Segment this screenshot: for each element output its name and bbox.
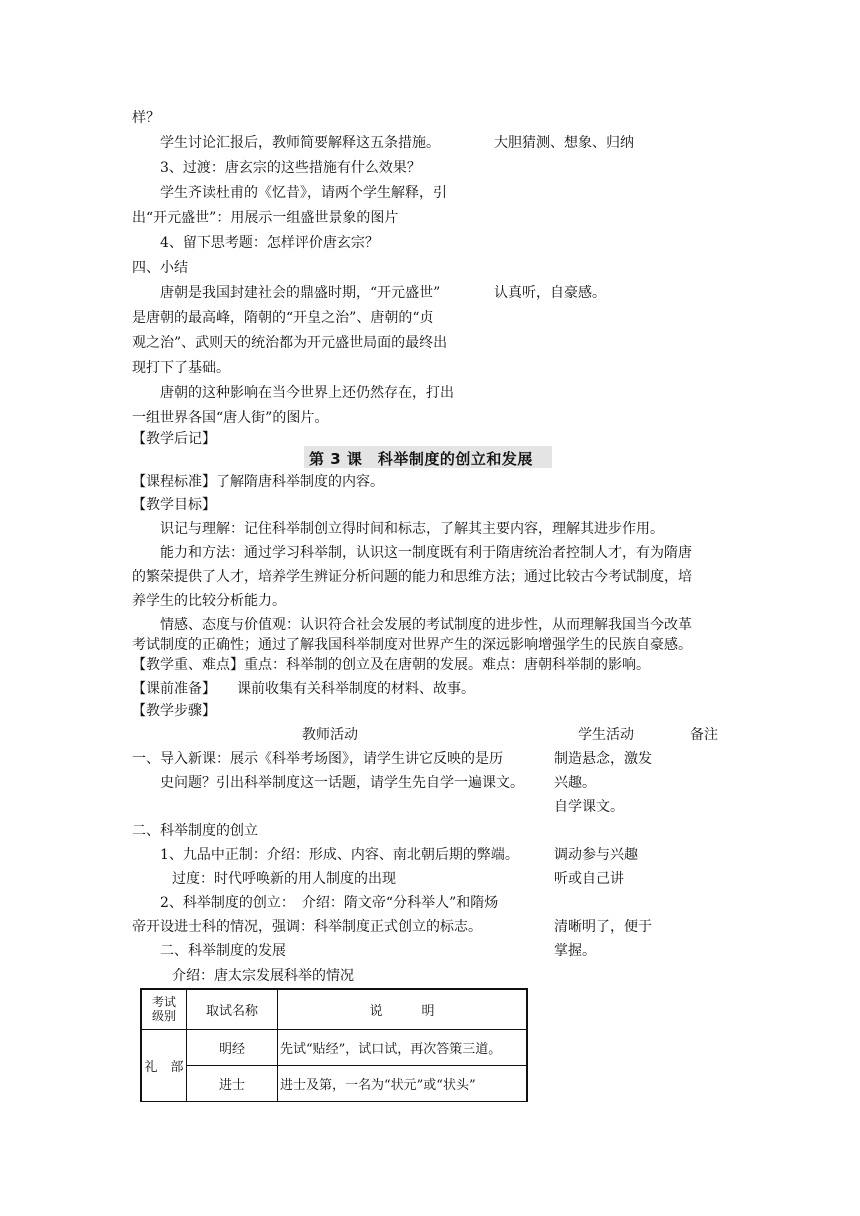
text-line: 样？ [132, 110, 160, 126]
table-row [141, 1065, 527, 1101]
table-header-cell [141, 989, 187, 1029]
text-line: 大胆猜测、想象、归纳 [494, 135, 634, 151]
text-line: 情感、态度与价值观：认识符合社会发展的考试制度的进步性，从而理解我国当今改革 [160, 617, 692, 633]
text-line: 识记与理解：记住科举制创立得时间和标志，了解其主要内容，理解其进步作用。 [160, 521, 664, 537]
table-cell: 先试“贴经”，试口试，再次答策三道。 [278, 1029, 528, 1065]
text-line: 能力和方法：通过学习科举制，认识这一制度既有利于隋唐统治者控制人才，有为隋唐 [160, 545, 692, 561]
text-line: 【教学重、难点】重点：科举制的创立及在唐朝的发展。难点：唐朝科举制的影响。 [132, 657, 650, 673]
text-line: 是唐朝的最高峰，隋朝的“开皇之治”、唐朝的“贞 [132, 310, 434, 326]
column-header-teacher: 教师活动 [302, 727, 358, 743]
table-row [141, 1029, 527, 1065]
text-line: 现打下了基础。 [132, 360, 230, 376]
text-line: 观之治”、武则天的统治都为开元盛世局面的最终出 [132, 335, 448, 351]
section-heading: 【教学目标】 [132, 497, 216, 513]
section-heading: 【教学步骤】 [132, 703, 216, 719]
table-cell: 进士及第，一名为“状元”或“状头” [278, 1065, 528, 1101]
text-line: 3、过渡：唐玄宗的这些措施有什么效果？ [160, 160, 421, 176]
text-line: 考试制度的正确性；通过了解我国科举制度对世界产生的深远影响增强学生的民族自豪感。 [132, 637, 692, 653]
exam-table [140, 988, 528, 1102]
text-line: 1、九品中正制：介绍：形成、内容、南北朝后期的弊端。 [160, 847, 519, 863]
header-text: 级别 [151, 1009, 176, 1024]
section-heading: 【教学后记】 [132, 431, 216, 447]
table-cell: 进士 [187, 1065, 278, 1101]
text-line: 认真听，自豪感。 [494, 285, 606, 301]
text-line: 养学生的比较分析能力。 [132, 593, 286, 609]
text-line: 唐朝的这种影响在当今世界上还仍然存在，打出 [160, 385, 454, 401]
table-cell: 明经 [187, 1029, 278, 1065]
text-line: 4、留下思考题：怎样评价唐玄宗？ [160, 235, 379, 251]
text-line: 清晰明了，便于 [554, 919, 652, 935]
text-line: 过度：时代呼唤新的用人制度的出现 [172, 871, 396, 887]
text-line: 出“开元盛世”：用展示一组盛世景象的图片 [132, 210, 399, 226]
table-cell: 礼 部 [141, 1029, 187, 1101]
column-header-note: 备注 [690, 727, 718, 743]
text-line: 学生讨论汇报后，教师简要解释这五条措施。 [160, 135, 440, 151]
text-line: 介绍：唐太宗发展科举的情况 [172, 968, 354, 984]
section-heading: 二、科举制度的创立 [132, 823, 258, 839]
text-line: 的繁荣提供了人才，培养学生辨证分析问题的能力和思维方法；通过比较古今考试制度，培 [132, 569, 692, 585]
header-text: 考试 [151, 995, 176, 1010]
text-line: 【课前准备】 课前收集有关科举制度的材料、故事。 [132, 681, 475, 697]
text-line: 唐朝是我国封建社会的鼎盛时期，“开元盛世” [160, 285, 441, 301]
section-heading: 四、小结 [132, 260, 188, 276]
table-header-cell: 说 明 [278, 989, 528, 1029]
section-heading: 二、科举制度的发展 [160, 943, 286, 959]
text-line: 帝开设进士科的情况，强调：科举制度正式创立的标志。 [132, 919, 482, 935]
text-line: 兴趣。 [554, 775, 596, 791]
text-line: 一组世界各国“唐人街”的图片。 [132, 410, 329, 426]
table-header-cell: 取试名称 [187, 989, 278, 1029]
text-line: 一、导入新课：展示《科举考场图》，请学生讲它反映的是历 [132, 751, 503, 767]
table-header-row [141, 989, 527, 1029]
text-line: 听或自己讲 [554, 871, 624, 887]
text-line: 调动参与兴趣 [554, 847, 638, 863]
text-line: 2、科举制度的创立： 介绍：隋文帝“分科举人”和隋炀 [160, 895, 499, 911]
lesson-title: 第 3 课 科举制度的创立和发展 [309, 450, 533, 468]
text-line: 【课程标准】了解隋唐科举制度的内容。 [132, 474, 384, 490]
text-line: 掌握。 [554, 943, 596, 959]
column-header-student: 学生活动 [578, 727, 634, 743]
text-line: 自学课文。 [554, 799, 624, 815]
text-line: 学生齐读杜甫的《忆昔》，请两个学生解释，引 [160, 185, 447, 201]
text-line: 史问题？引出科举制度这一话题，请学生先自学一遍课文。 [160, 775, 524, 791]
text-line: 制造悬念，激发 [554, 751, 652, 767]
